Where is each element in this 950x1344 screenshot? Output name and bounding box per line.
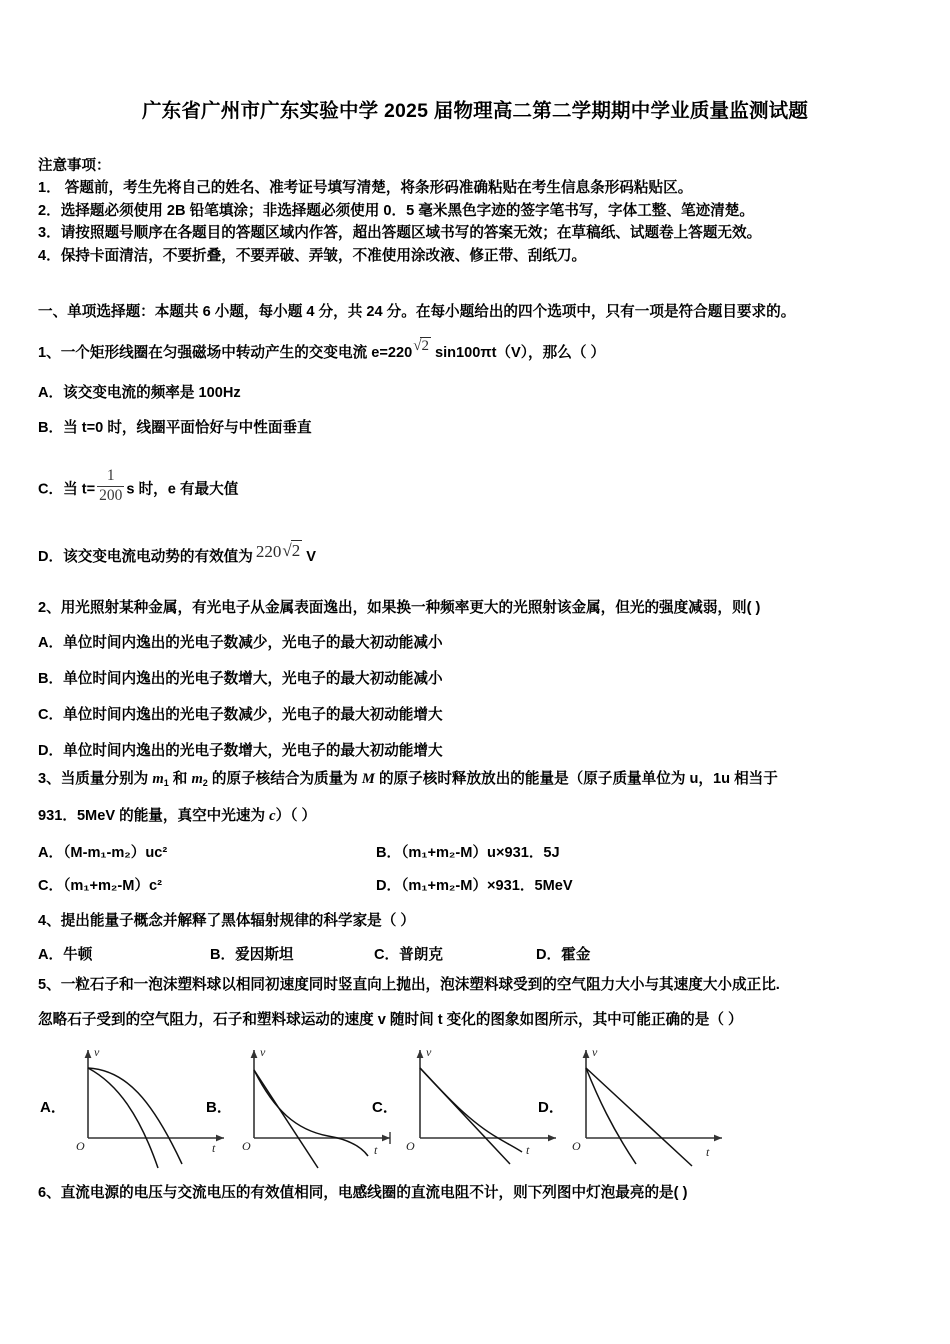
q3-var-c: c: [269, 808, 276, 824]
q5-graph-d-axis-y: v: [592, 1045, 598, 1059]
q2-stem-text: 2、用光照射某种金属，有光电子从金属表面逸出，如果换一种频率更大的光照射该金属，但光的强度减弱，则( ): [38, 600, 761, 616]
question-5-stem-line-2: [38, 1007, 948, 1033]
fraction-denominator: 200: [99, 486, 123, 504]
q5-graph-b-axis-x: t: [374, 1143, 378, 1157]
q5-graph-a-origin: O: [76, 1139, 85, 1153]
section-heading: 一、单项选择题：本题共 6 小题，每小题 4 分，共 24 分。在每小题给出的四个选项中，只有一项是符合题目要求的。: [38, 304, 796, 320]
q4-opt-d-text: D．霍金: [536, 947, 591, 963]
fraction-numerator: 1: [97, 468, 124, 487]
q1-opt-c-post: s 时，e 有最大值: [126, 481, 239, 498]
question-2-option-a: [38, 630, 443, 656]
q3-stem-a: 3、当质量分别为: [38, 771, 153, 787]
q1-stem-post: sin100πt（V），那么（ ）: [434, 345, 606, 361]
q3-opt-c-text: C．（m₁+m₂-M）c²: [38, 878, 163, 894]
q1-radicand: 2: [421, 338, 429, 354]
q3-stem-line2-a: 931．5MeV 的能量，真空中光速为: [38, 808, 270, 824]
q5-graph-a-label: A．: [40, 1099, 66, 1116]
note-item-4: 4．保持卡面清洁，不要折叠，不要弄破、弄皱，不准使用涂改液、修正带、刮纸刀。: [38, 247, 587, 264]
note-item-3: 3．请按照题号顺序在各题目的答题区域内作答，超出答题区域书写的答案无效；在草稿纸、试题卷上答题无效。: [38, 225, 762, 242]
q3-var-m1: m: [152, 771, 164, 787]
question-4-stem: [38, 908, 938, 934]
q6-stem-text: 6、直流电源的电压与交流电压的有效值相同，电感线圈的直流电阻不计，则下列图中灯泡最亮的是( ): [38, 1185, 688, 1201]
notes-block: [38, 156, 918, 267]
q2-opt-b-text: B．单位时间内逸出的光电子数增大，光电子的最大初动能减小: [38, 671, 443, 687]
question-6-stem: [38, 1180, 948, 1206]
q3-var-M: M: [361, 771, 375, 787]
q3-opt-d-text: D．（m₁+m₂-M）×931．5MeV: [376, 878, 573, 894]
question-3-stem-line-2: [38, 803, 938, 829]
q5-graph-d-axis-x: t: [706, 1145, 710, 1159]
sqrt-icon: √2: [413, 338, 429, 354]
q5-graph-b-origin: O: [242, 1139, 251, 1153]
page-title: 广东省广州市广东实验中学 2025 届物理高二第二学期期中学业质量监测试题: [141, 100, 809, 122]
q5-graph-c-origin: O: [406, 1139, 415, 1153]
question-3-options-row-1: [38, 840, 938, 866]
question-1-option-d: [38, 538, 928, 570]
question-1-option-b: [38, 415, 928, 441]
q4-opt-c-text: C．普朗克: [374, 947, 443, 963]
q1-opt-d-pre: D．该交变电流电动势的有效值为: [38, 549, 253, 565]
q5-graph-d-label: D．: [538, 1099, 564, 1116]
q2-opt-a-text: A．单位时间内逸出的光电子数减少，光电子的最大初动能减小: [38, 635, 443, 651]
q1-opt-d-coefficient: 220: [255, 542, 282, 561]
question-1-option-c: [38, 468, 928, 504]
sqrt-icon: √2: [282, 541, 301, 560]
notes-heading: 注意事项：: [38, 158, 111, 174]
q4-opt-a-text: A．牛顿: [38, 947, 93, 963]
q3-var-m1-sub: 1: [163, 778, 169, 788]
question-4-options-row: [38, 942, 938, 968]
q3-var-m2-sub: 2: [202, 778, 208, 788]
question-1-option-a: [38, 380, 928, 406]
q1-opt-c-pre: C．当 t=: [38, 481, 96, 498]
question-3-options-row-2: [38, 873, 938, 899]
q5-graph-b-label: B．: [206, 1099, 232, 1116]
q3-stem-line2-b: ）（ ）: [275, 808, 317, 824]
q1-opt-d-radicand: 2: [291, 541, 301, 560]
q3-opt-a-text: A．（M-m₁-m₂）uc²: [38, 845, 168, 861]
q5-graph-a-axis-x: t: [212, 1141, 216, 1155]
q5-graph-a-axis-y: v: [94, 1045, 100, 1059]
note-item-1: 1． 答题前，考生先将自己的姓名、准考证号填写清楚，将条形码准确粘贴在考生信息条形码粘贴区。: [38, 180, 693, 196]
q3-opt-b-text: B．（m₁+m₂-M）u×931．5J: [376, 845, 560, 861]
q3-var-m2: m: [191, 771, 203, 787]
q1-opt-d-unit: V: [306, 549, 316, 565]
question-2-stem: [38, 595, 938, 621]
q4-opt-b-text: B．爱因斯坦: [210, 947, 294, 963]
question-2-option-d: [38, 738, 443, 764]
q1-opt-b-text: B．当 t=0 时，线圈平面恰好与中性面垂直: [38, 420, 312, 436]
q5-graph-c-label: C．: [372, 1099, 398, 1116]
question-1-stem: [38, 333, 928, 366]
q2-opt-d-text: D．单位时间内逸出的光电子数增大，光电子的最大初动能增大: [38, 743, 443, 759]
q3-stem-b: 和: [168, 771, 192, 787]
q5-graph-b-axis-y: v: [260, 1045, 266, 1059]
question-5-stem-line-1: [38, 972, 948, 998]
q3-stem-d: 的原子核时释放放出的能量是（原子质量单位为 u，1u 相当于: [374, 771, 778, 787]
q1-opt-a-text: A．该交变电流的频率是 100Hz: [38, 385, 241, 401]
q5-graph-c-axis-x: t: [526, 1143, 530, 1157]
q5-graph-d: [536, 1036, 746, 1178]
question-5-graph-row: [38, 1036, 918, 1178]
question-2-option-b: [38, 666, 443, 692]
q5-graph-d-origin: O: [572, 1139, 581, 1153]
q5-graph-c-axis-y: v: [426, 1045, 432, 1059]
q5-stem-line1-text: 5、一粒石子和一泡沫塑料球以相同初速度同时竖直向上抛出，泡沫塑料球受到的空气阻力大小与其速度大小成正比.: [38, 977, 780, 993]
q5-stem-line2-text: 忽略石子受到的空气阻力，石子和塑料球运动的速度 v 随时间 t 变化的图象如图所示，其中可能正确的是（ ）: [38, 1012, 743, 1028]
q5-graph-d-svg: [564, 1038, 739, 1178]
note-item-2: 2．选择题必须使用 2B 铅笔填涂；非选择题必须使用 0．5 毫米黑色字迹的签字笔书写，字体工整、笔迹清楚。: [38, 202, 754, 219]
q1-stem-pre: 1、一个矩形线圈在匀强磁场中转动产生的交变电流 e=220: [38, 345, 413, 361]
question-3-stem-line-1: [38, 766, 938, 796]
q4-stem-text: 4、提出能量子概念并解释了黑体辐射规律的科学家是（ ）: [38, 913, 416, 929]
fraction-one-over-two-hundred: [97, 468, 124, 504]
q2-opt-c-text: C．单位时间内逸出的光电子数减少，光电子的最大初动能增大: [38, 707, 443, 723]
q3-stem-c: 的原子核结合为质量为: [207, 771, 362, 787]
question-2-option-c: [38, 702, 443, 728]
